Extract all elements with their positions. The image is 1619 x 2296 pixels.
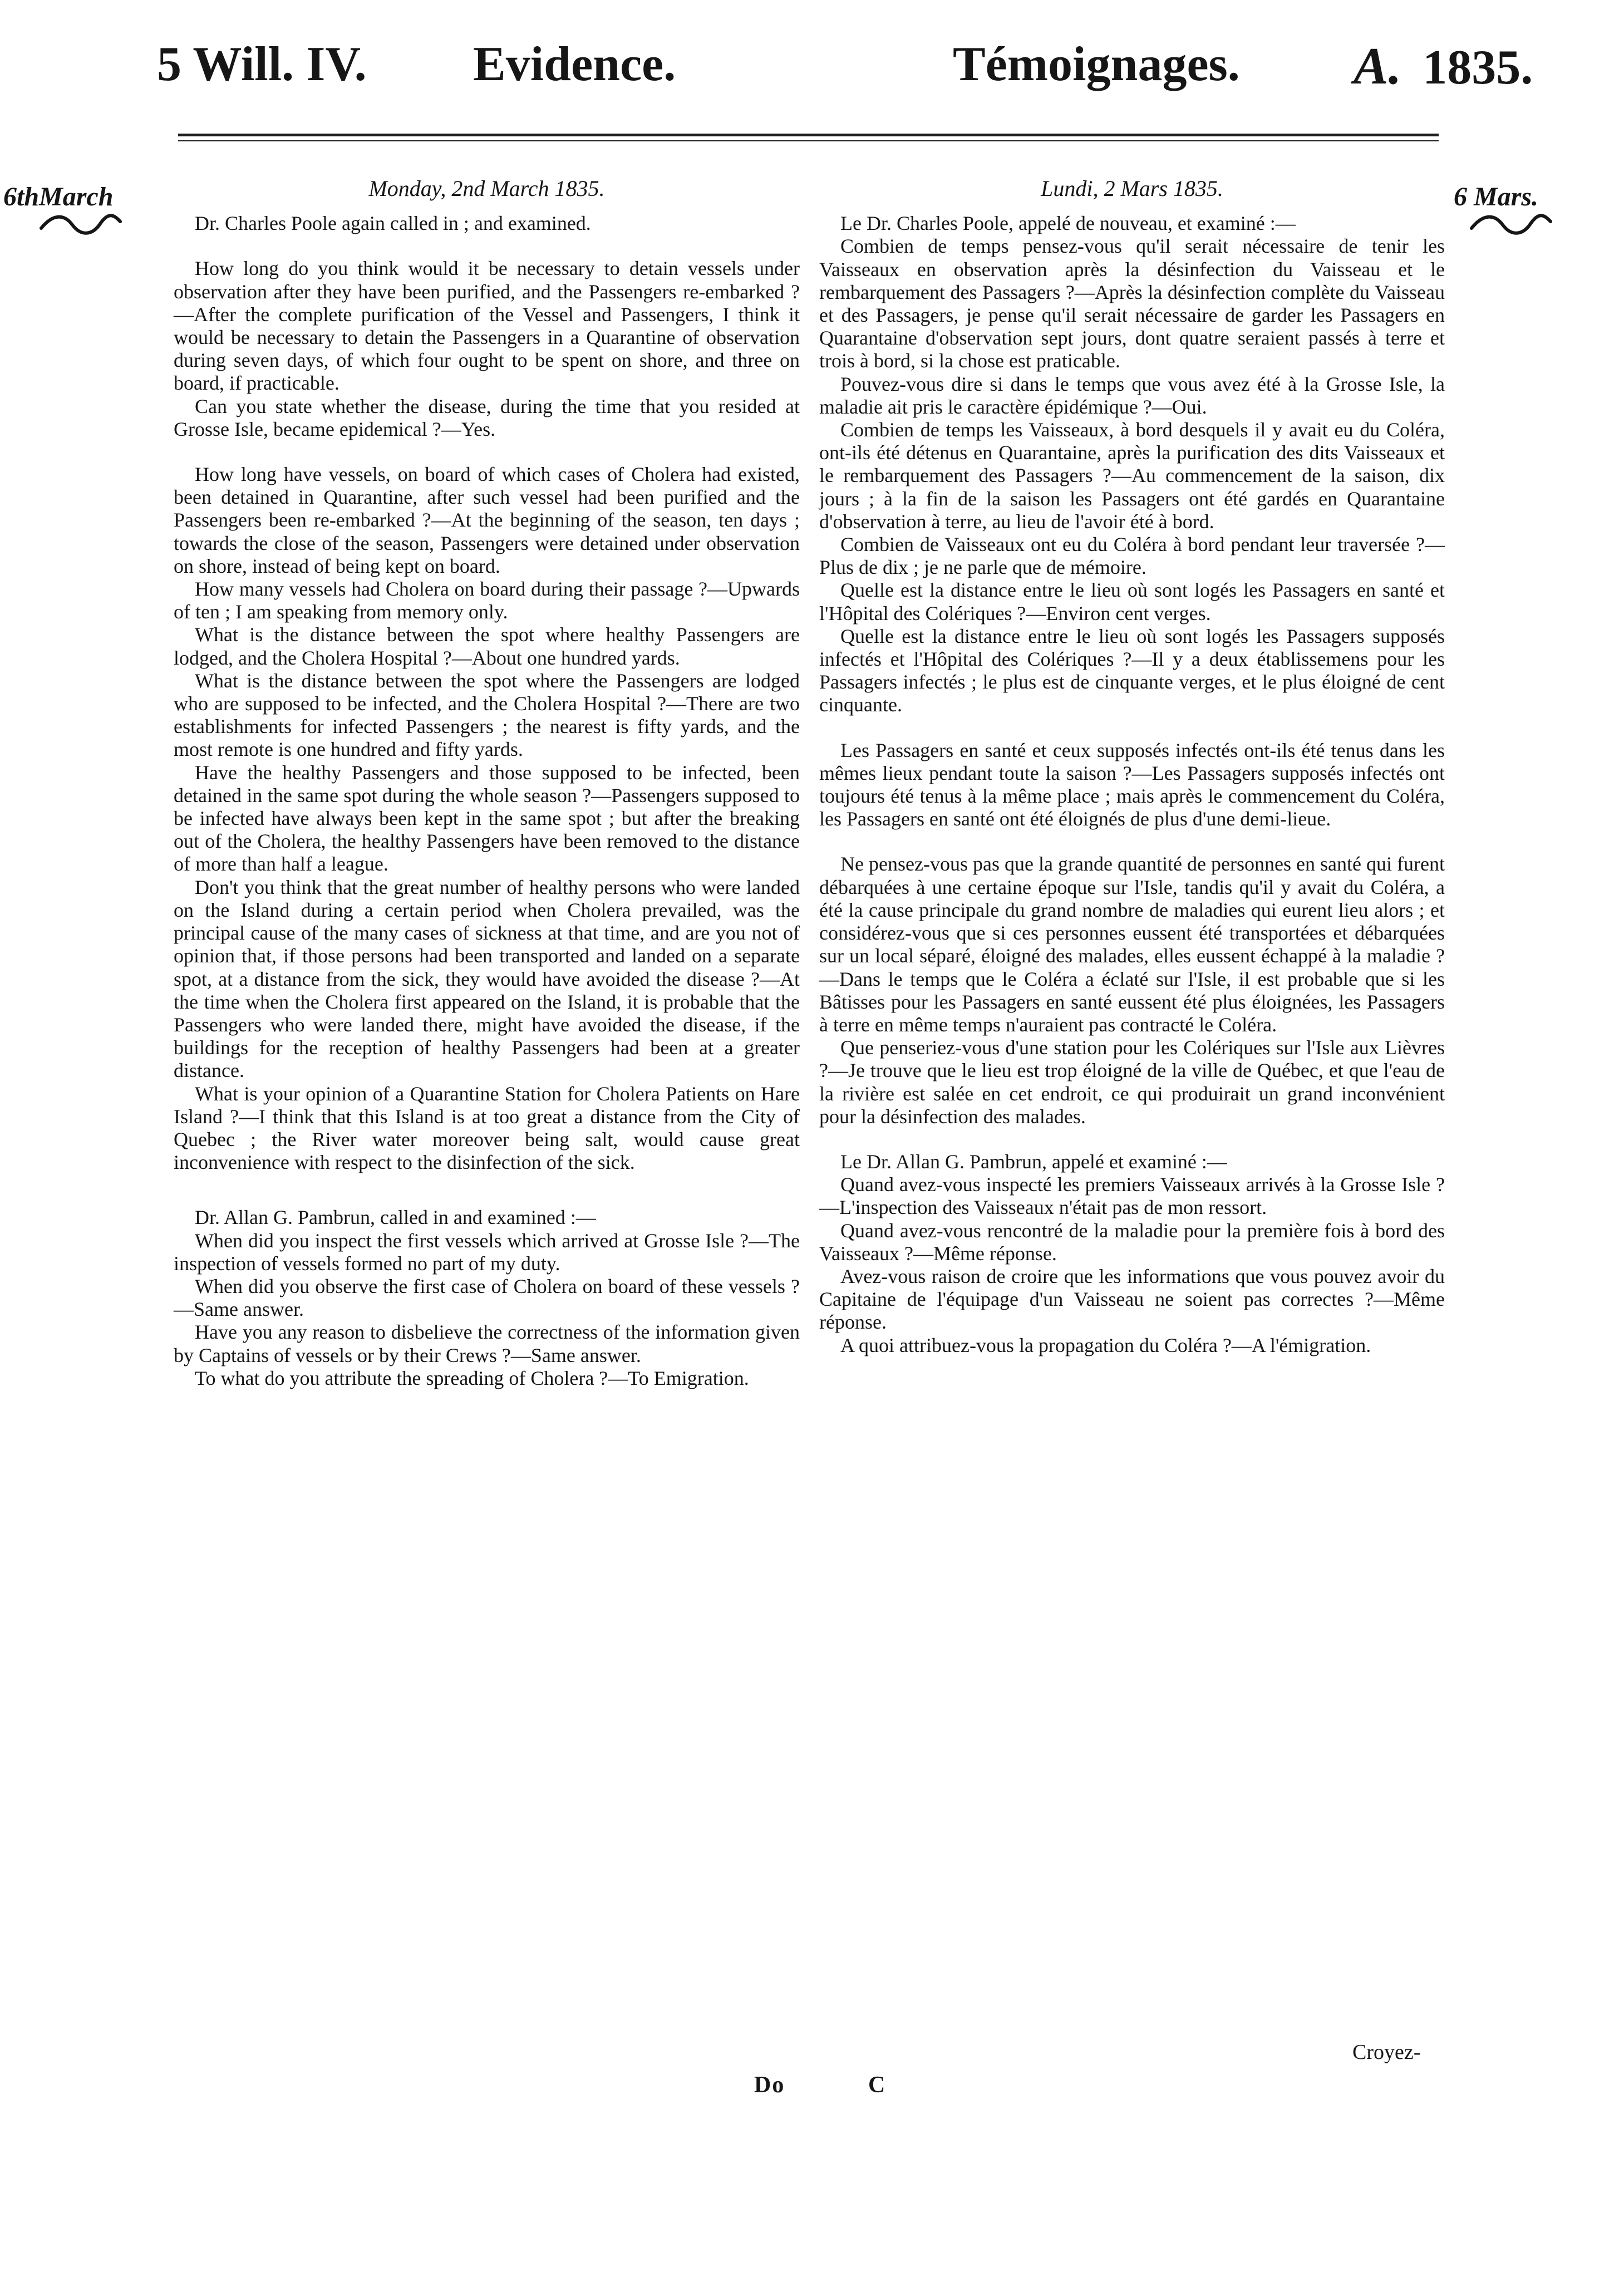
french-paragraph: Quelle est la distance entre le lieu où sont logés les Passagers supposés infectés et l'Hôpital des Colériques ?—Il y a deux établissemens pour les Passagers infectés ; le plus est de cinquante verges, et le plus éloigné de cent cinquante. <box>819 625 1445 716</box>
signature-mark-right: C <box>868 2072 887 2098</box>
french-paragraph: Quelle est la distance entre le lieu où sont logés les Passagers en santé et l'Hôpital des Colériques ?—Environ cent verges. <box>819 579 1445 625</box>
header-evidence: Evidence. <box>473 37 676 91</box>
english-paragraph: Don't you think that the great number of healthy persons who were landed on the Island during a certain period when Cholera prevailed, was the principal cause of the many cases of sickness at that time, and are you not of opinion that, if those persons had been transported and landed on a separate spot, at a distance from the sick, they would have avoided the disease ?—At the time when the Cholera first appeared on the Island, it is probable that the Passengers who were landed there, might have avoided the disease, if the buildings for the reception of healthy Passengers had been at a greater distance. <box>174 876 800 1082</box>
signature-mark-left: Do <box>754 2072 785 2098</box>
english-paragraph: Have the healthy Passengers and those supposed to be infected, been detained in the same spot during the whole season ?—Passengers supposed to be infected have always been kept in the same spot ; but after the breaking out of the Cholera, the healthy Passengers have been removed to the distance of more than half a league. <box>174 761 800 876</box>
english-date: Monday, 2nd March 1835. <box>368 176 605 201</box>
catchword: Croyez- <box>1352 2041 1421 2064</box>
french-paragraph: Combien de Vaisseaux ont eu du Coléra à bord pendant leur traversée ?—Plus de dix ; je ne parle que de mémoire. <box>819 533 1445 579</box>
english-witness-intro-2: Dr. Allan G. Pambrun, called in and examined :— <box>195 1206 596 1229</box>
french-paragraph: Combien de temps les Vaisseaux, à bord desquels il y avait eu du Coléra, ont-ils été détenus en Quarantaine, après la purification des dits Vaisseaux et le rembarquement des Passagers ?—Au commencement de la saison, dix jours ; à la fin de la saison les Passagers ont été gardés en Quarantaine d'observation à terre, au lieu de l'avoir été à bord. <box>819 419 1445 533</box>
english-paragraph: What is the distance between the spot where healthy Passengers are lodged, and the Cholera Hospital ?—About one hundred yards. <box>174 623 800 669</box>
english-paragraph: When did you inspect the first vessels which arrived at Grosse Isle ?—The inspection of vessels formed no part of my duty. <box>174 1229 800 1275</box>
header-temoignages: Témoignages. <box>953 37 1240 91</box>
english-paragraph: Can you state whether the disease, during the time that you resided at Grosse Isle, became epidemical ?—Yes. <box>174 395 800 440</box>
french-paragraph: A quoi attribuez-vous la propagation du Coléra ?—A l'émigration. <box>840 1334 1371 1356</box>
french-paragraph: Quand avez-vous inspecté les premiers Vaisseaux arrivés à la Grosse Isle ?—L'inspection des Vaisseaux n'était pas de mon ressort. <box>819 1173 1445 1219</box>
margin-date-left: 6thMarch <box>3 182 114 212</box>
english-paragraph: When did you observe the first case of Cholera on board of these vessels ?—Same answer. <box>174 1275 800 1321</box>
english-paragraph: How many vessels had Cholera on board during their passage ?—Upwards of ten ; I am speaking from memory only. <box>174 578 800 623</box>
margin-date-right: 6 Mars. <box>1454 182 1539 212</box>
french-paragraph: Combien de temps pensez-vous qu'il serait nécessaire de tenir les Vaisseaux en observation après la désinfection du Vaisseau et le rembarquement des Passagers ?—Après la désinfection complète du Vaisseau et des Passagers, je pense qu'il serait nécessaire de garder les Passagers en Quarantaine d'observation sept jours, dont quatre seraient passés à terre et trois à bord, si la chose est praticable. <box>819 235 1445 372</box>
french-date: Lundi, 2 Mars 1835. <box>1041 176 1223 201</box>
header-year-block <box>1354 37 1533 95</box>
swash-ornament-icon <box>39 212 122 236</box>
header-rule-thin <box>178 140 1439 141</box>
english-paragraph: What is the distance between the spot where the Passengers are lodged who are supposed to be infected, and the Cholera Hospital ?—There are two establishments for infected Passengers ; the nearest is fifty yards, and the most remote is one hundred and fifty yards. <box>174 669 800 761</box>
english-paragraph: What is your opinion of a Quarantine Station for Cholera Patients on Hare Island ?—I think that this Island is at too great a distance from the City of Quebec ; the River water moreover being salt, would cause great inconvenience with respect to the disinfection of the sick. <box>174 1082 800 1174</box>
header-regnal-year: 5 Will. IV. <box>157 37 367 91</box>
english-paragraph: How long have vessels, on board of which cases of Cholera had existed, been detained in Quarantine, after such vessel had been purified and the Passengers been re-embarked ?—At the beginning of the season, ten days ; towards the close of the season, Passengers were detained under observation on shore, instead of being kept on board. <box>174 463 800 577</box>
french-paragraph: Pouvez-vous dire si dans le temps que vous avez été à la Grosse Isle, la maladie ait pris le caractère épidémique ?—Oui. <box>819 372 1445 418</box>
french-column <box>819 177 1445 1357</box>
header-rule-thick <box>178 134 1439 136</box>
french-paragraph: Que penseriez-vous d'une station pour les Colériques sur l'Isle aux Lièvres ?—Je trouve que le lieu est trop éloigné de la ville de Québec, et que l'eau de la rivière est salée en cet endroit, ce qui produirait un grand inconvénient pour la désinfection des malades. <box>819 1036 1445 1128</box>
english-paragraph: To what do you attribute the spreading of Cholera ?—To Emigration. <box>195 1366 749 1389</box>
french-paragraph: Quand avez-vous rencontré de la maladie pour la première fois à bord des Vaisseaux ?—Même réponse. <box>819 1219 1445 1265</box>
french-witness-intro: Le Dr. Charles Poole, appelé de nouveau, et examiné :— <box>840 212 1296 235</box>
french-paragraph: Avez-vous raison de croire que les informations que vous pouvez avoir du Capitaine de l'équipage d'un Vaisseau ne soient pas correctes ?—Même réponse. <box>819 1265 1445 1334</box>
english-paragraph: Have you any reason to disbelieve the correctness of the information given by Captains of vessels or by their Crews ?—Same answer. <box>174 1321 800 1366</box>
header-year: 1835. <box>1423 41 1533 95</box>
header-appendix-mark: A. <box>1354 37 1402 95</box>
english-paragraph: How long do you think would it be necessary to detain vessels under observation after they have been purified, and the Passengers re-embarked ?—After the complete purification of the Vessel and Passengers, I think it would be necessary to detain the Passengers in a Quarantine of observation during seven days, of which four ought to be spent on shore, and three on board, if practicable. <box>174 257 800 395</box>
english-witness-intro: Dr. Charles Poole again called in ; and examined. <box>195 212 591 235</box>
french-paragraph: Les Passagers en santé et ceux supposés infectés ont-ils été tenus dans les mêmes lieux pendant toute la saison ?—Les Passagers supposés infectés ont toujours été tenus à la même place ; mais après le commencement du Coléra, les Passagers en santé ont été éloignés de plus d'une demi-lieue. <box>819 739 1445 830</box>
french-paragraph: Ne pensez-vous pas que la grande quantité de personnes en santé qui furent débarquées à une certaine époque sur l'Isle, tandis qu'il y avait du Coléra, a été la cause principale du grand nombre de maladies qui eurent lieu alors ; et considérez-vous que si ces personnes eussent été transportées et débarquées sur un local séparé, éloigné des malades, elles eussent échappé à la maladie ?—Dans le temps que le Coléra a éclaté sur l'Isle, il est probable que si les Bâtisses pour les Passagers en santé eussent été plus éloignées, les Passagers à terre en même temps n'auraient pas contracté le Coléra. <box>819 853 1445 1036</box>
english-column <box>174 177 800 1390</box>
french-witness-intro-2: Le Dr. Allan G. Pambrun, appelé et examiné :— <box>840 1150 1227 1173</box>
swash-ornament-icon <box>1469 212 1553 236</box>
